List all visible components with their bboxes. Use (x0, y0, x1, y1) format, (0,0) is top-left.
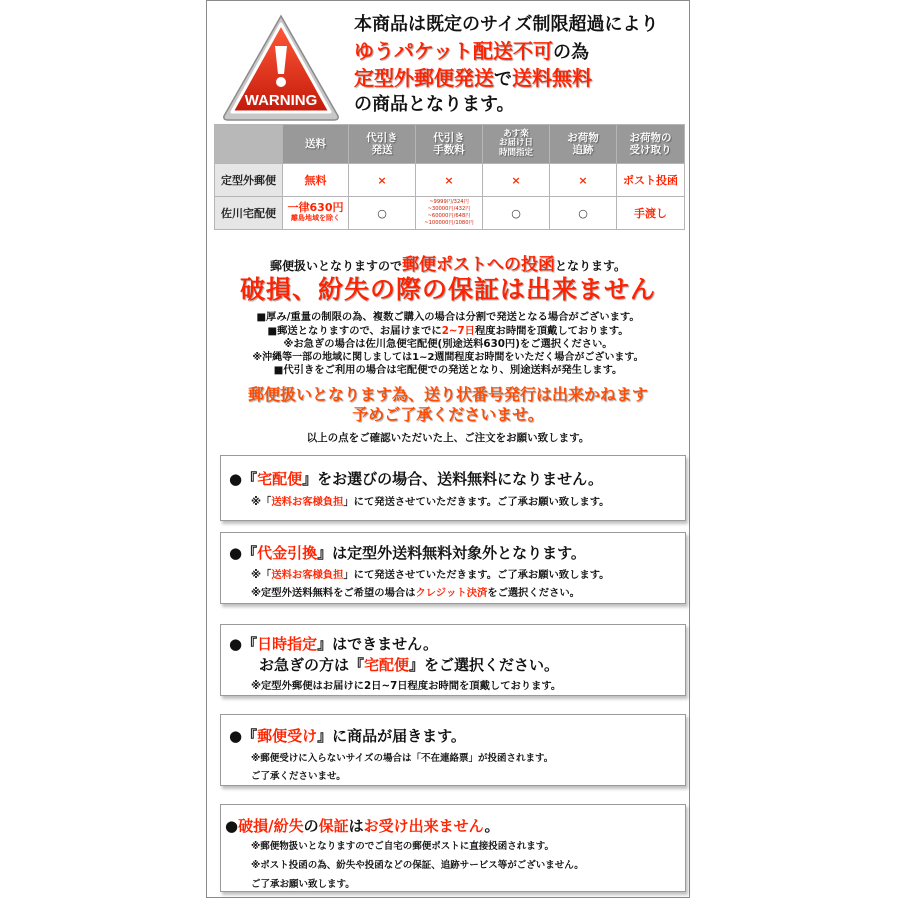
box2-l2-red: 送料お客様負担 (271, 569, 344, 581)
notice-line-1-b: となります。 (554, 259, 627, 273)
cod-fee-line: ~9999円/324円 (429, 199, 469, 205)
box3-l1-red: 日時指定 (257, 635, 318, 653)
header-line-3-red-a: 定型外郵便発送 (354, 66, 494, 90)
header-fee: 送料 (283, 125, 349, 164)
box5-l1-red1: 破損/紛失 (238, 817, 304, 835)
header-line-2-red: ゆうパケット配送不可 (354, 39, 553, 63)
notice-line-8: 郵便扱いとなります為、送り状番号発行は出来かねます (247, 385, 648, 404)
box3-l1-a: ●『 (229, 635, 258, 653)
notice-line-4-b: 程度お時間を頂戴しております。 (474, 325, 629, 337)
box3-l1-b: 』はできません。 (317, 635, 439, 653)
header-line-3-black: で (494, 69, 512, 90)
notice-line-1-red: 郵便ポストへの投函 (401, 255, 555, 275)
box5-line-3: ※ポスト投函の為、紛失や投函などの保証、追跡サービス等がございません。 (251, 860, 584, 871)
header-line-1: 本商品は既定のサイズ制限超過により (354, 14, 659, 35)
header-receive: お荷物の 受け取り (617, 125, 685, 164)
box2-l2-a: ※「 (251, 569, 272, 581)
box4-line-3: ご了承くださいませ。 (251, 771, 346, 782)
cell-date-spec: ○ (483, 197, 550, 230)
cell-cod: × (349, 164, 416, 197)
box1-l1-red: 宅配便 (257, 470, 303, 488)
box2-line-3 (251, 584, 580, 599)
notice-line-7: ■代引きをご利用の場合は宅配便での発送となり、別途送料が発生します。 (273, 364, 623, 376)
notice-line-2: 破損、紛失の際の保証は出来ません (239, 275, 656, 304)
cell-fee-main: 一律630円 (287, 201, 344, 214)
box3-line-2 (259, 654, 559, 675)
box1-l1-b: 』をお選びの場合、送料無料になりません。 (302, 470, 604, 488)
box5-l1-b: の (303, 817, 319, 835)
notice-line-4-a: ■郵送となりますので、お届けまでに (267, 325, 442, 337)
box5-line-2: ※郵便物扱いとなりますのでご自宅の郵便ポストに直接投函されます。 (251, 841, 554, 852)
box5-l1-red3: お受け出来ません (363, 817, 485, 835)
table-header-row (215, 125, 685, 164)
box2-l3-red: クレジット決済 (415, 587, 488, 599)
box5-line-1 (225, 815, 500, 836)
header-cod: 代引き 発送 (349, 125, 416, 164)
cod-fee-line: ~30000円/432円 (427, 206, 471, 212)
notice-line-1-a: 郵便扱いとなりますので (269, 259, 402, 273)
table-corner (215, 125, 283, 164)
box4-l1-b: 』に商品が届きます。 (317, 727, 466, 745)
table-row (215, 164, 685, 197)
box5-l1-c: は (348, 817, 364, 835)
box4-line-1 (229, 725, 466, 746)
warning-icon (220, 12, 342, 124)
box2-line-2 (251, 566, 609, 581)
cell-cod: ○ (349, 197, 416, 230)
box5-l1-d: 。 (484, 817, 500, 835)
box4-l1-red: 郵便受け (257, 727, 318, 745)
notice-box-date-spec (220, 624, 686, 696)
box1-line-1 (229, 468, 603, 489)
box3-l2-a: お急ぎの方は『 (259, 656, 365, 674)
box2-l1-a: ●『 (229, 544, 258, 562)
box5-line-4: ご了承お願い致します。 (251, 879, 355, 890)
box1-l1-a: ●『 (229, 470, 258, 488)
box4-l1-a: ●『 (229, 727, 258, 745)
table-row (215, 197, 685, 230)
box1-line-2 (251, 493, 609, 508)
cell-cod-fee: × (416, 164, 483, 197)
cell-receive: ポスト投函 (617, 164, 685, 197)
box1-l2-a: ※「 (251, 496, 272, 508)
header-line-2 (354, 35, 589, 64)
shipping-table (214, 124, 685, 230)
header-line-2-black: の為 (553, 42, 589, 63)
cod-fee-line: ~100000円/1080円 (424, 220, 474, 226)
box2-l2-b: 」にて発送させていただきます。ご了承お願い致します。 (343, 569, 610, 581)
box2-l1-b: 』は定型外送料無料対象外となります。 (317, 544, 586, 562)
cell-fee (283, 197, 349, 230)
cell-fee-note: 離島地域を除く (291, 214, 340, 222)
notice-line-6: ※沖縄等一部の地域に関しましては1~2週間程度お時間をいただく場合がございます。 (252, 352, 644, 363)
row-name: 佐川宅配便 (215, 197, 283, 230)
box3-l2-b: 』をご選択ください。 (409, 656, 560, 674)
box3-l2-red: 宅配便 (364, 656, 410, 674)
box2-l1-red: 代金引換 (257, 544, 318, 562)
header-line-3 (354, 62, 592, 91)
cell-receive: 手渡し (617, 197, 685, 230)
notice-box-home-delivery (220, 455, 686, 521)
box3-line-1 (229, 633, 438, 654)
header-line-3-red-b: 送料無料 (512, 66, 592, 90)
notice-line-4-red: 2~7日 (441, 325, 475, 337)
box1-l2-b: 」にて発送させていただきます。ご了承お願い致します。 (343, 496, 610, 508)
box5-l1-red2: 保証 (318, 817, 349, 835)
box1-l2-red: 送料お客様負担 (271, 496, 344, 508)
header-date-spec: あす楽 お届け日 時間指定 (483, 125, 550, 164)
box3-line-3: ※定型外郵便はお届けに2日~7日程度お時間を頂戴しております。 (251, 680, 562, 692)
box2-l3-a: ※定型外送料無料をご希望の場合は (251, 587, 416, 599)
header-tracking: お荷物 追跡 (550, 125, 617, 164)
notice-box-warranty (220, 804, 686, 892)
cell-cod-fee (416, 197, 483, 230)
box4-line-2: ※郵便受けに入らないサイズの場合は「不在連絡票」が投函されます。 (251, 753, 554, 764)
cod-fee-line: ~60000円/648円 (427, 213, 471, 219)
cell-date-spec: × (483, 164, 550, 197)
header-cod-fee: 代引き 手数料 (416, 125, 483, 164)
notice-line-3: ■厚み/重量の制限の為、複数ご購入の場合は分割で発送となる場合がございます。 (256, 311, 640, 323)
box2-line-1 (229, 542, 586, 563)
notice-line-10: 以上の点をご確認いただいた上、ご注文をお願い致します。 (306, 432, 590, 444)
box5-l1-a: ● (225, 817, 239, 835)
notice-line-9: 予めご了承くださいませ。 (352, 405, 544, 424)
notice-box-mailbox (220, 714, 686, 786)
row-name: 定型外郵便 (215, 164, 283, 197)
notice-line-5: ※お急ぎの場合は佐川急便宅配便(別途送料630円)をご選択ください。 (283, 338, 613, 350)
header-line-4: の商品となります。 (354, 94, 515, 115)
cell-tracking: × (550, 164, 617, 197)
notice-box-cod (220, 532, 686, 604)
cell-tracking: ○ (550, 197, 617, 230)
box2-l3-b: をご選択ください。 (487, 587, 580, 599)
cell-fee: 無料 (283, 164, 349, 197)
svg-text:WARNING: WARNING (244, 92, 318, 109)
